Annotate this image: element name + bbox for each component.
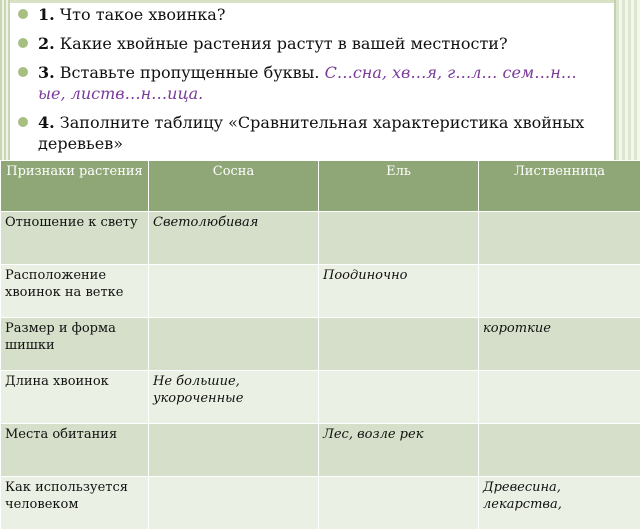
table-cell: Места обитания xyxy=(1,424,149,477)
bullet-dot-icon xyxy=(18,117,28,127)
table-cell[interactable] xyxy=(149,477,319,530)
table-cell[interactable]: Лес, возле рек xyxy=(319,424,479,477)
table-cell: Размер и форма шишки xyxy=(1,318,149,371)
question-item-2 xyxy=(14,33,604,54)
question-number: 3. xyxy=(38,63,55,82)
table-cell[interactable] xyxy=(479,212,640,265)
bullet-dot-icon xyxy=(18,67,28,77)
header-cell: Лиственница xyxy=(479,161,640,212)
table-cell[interactable]: Не большие, укороченные xyxy=(149,371,319,424)
table-row xyxy=(1,212,640,265)
table-cell[interactable]: короткие xyxy=(479,318,640,371)
question-item-1 xyxy=(14,4,604,25)
table-row xyxy=(1,371,640,424)
question-list xyxy=(14,4,604,154)
bullet-dot-icon xyxy=(18,38,28,48)
table-cell[interactable] xyxy=(479,371,640,424)
table-cell[interactable] xyxy=(319,477,479,530)
question-number: 2. xyxy=(38,34,55,53)
table-row xyxy=(1,477,640,530)
frame-top-border xyxy=(0,0,640,3)
table-cell[interactable] xyxy=(479,265,640,318)
table-cell: Расположение хвоинок на ветке xyxy=(1,265,149,318)
question-number: 1. xyxy=(38,5,55,24)
table-cell[interactable] xyxy=(479,424,640,477)
question-item-4 xyxy=(14,112,604,154)
header-cell: Сосна xyxy=(149,161,319,212)
question-text: Какие хвойные растения растут в вашей местности? xyxy=(60,34,508,53)
table-row xyxy=(1,424,640,477)
table-cell[interactable] xyxy=(319,371,479,424)
table-cell[interactable] xyxy=(149,424,319,477)
bullet-dot-icon xyxy=(18,9,28,19)
table-cell[interactable]: Поодиночно xyxy=(319,265,479,318)
comparison-table xyxy=(0,160,640,530)
table-cell: Отношение к свету xyxy=(1,212,149,265)
table-cell[interactable] xyxy=(149,318,319,371)
header-cell: Ель xyxy=(319,161,479,212)
header-cell: Признаки растения xyxy=(1,161,149,212)
question-item-3 xyxy=(14,62,604,104)
table-cell[interactable] xyxy=(319,318,479,371)
table-cell[interactable] xyxy=(149,265,319,318)
table-cell[interactable]: Древесина, лекарства, xyxy=(479,477,640,530)
question-number: 4. xyxy=(38,113,55,132)
table-cell: Длина хвоинок xyxy=(1,371,149,424)
question-text: Вставьте пропущенные буквы. xyxy=(60,63,320,82)
table-row xyxy=(1,265,640,318)
table-header-row xyxy=(1,161,640,212)
table-cell: Как используется человеком xyxy=(1,477,149,530)
table-cell[interactable]: Светолюбивая xyxy=(149,212,319,265)
slide-content xyxy=(14,4,604,162)
missing-letters-words: С…сна, хв…я, г…л… сем…н…ые, листв…н…ица. xyxy=(38,63,577,103)
table-cell[interactable] xyxy=(319,212,479,265)
question-text: Что такое хвоинка? xyxy=(60,5,226,24)
question-text: Заполните таблицу «Сравнительная характеристика хвойных деревьев» xyxy=(38,113,584,153)
table-row xyxy=(1,318,640,371)
